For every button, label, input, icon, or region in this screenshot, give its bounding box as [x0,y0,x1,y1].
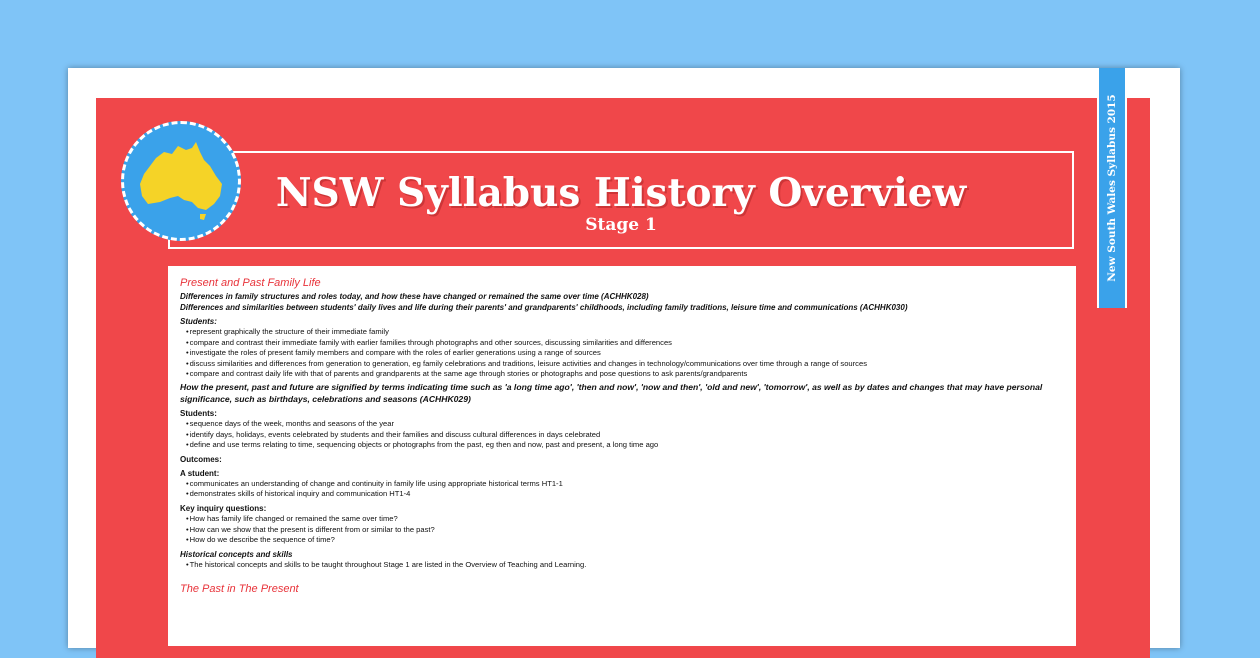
section-title: The Past in The Present [180,583,299,596]
students-label: Students: [180,408,217,418]
concepts-label: Historical concepts and skills [180,549,293,559]
title-banner [168,151,1074,249]
australia-badge [121,121,241,241]
list-item: • identify days, holidays, events celebrated by students and their families and discuss cultural differences in days celebrated [180,430,1074,441]
content-heading: Differences and similarities between students' daily lives and life during their parents' and grandparents' childhoods, including family traditions, leisure time and communications (ACHHK030) [180,303,908,312]
syllabus-content [168,266,1076,646]
list-item: • compare and contrast daily life with that of parents and grandparents at the same age through stories or photographs and pose questions to ask parents/grandparents [180,369,1074,380]
list-item: • represent graphically the structure of their immediate family [180,327,1074,338]
side-tab [1097,68,1127,308]
side-tab-label: New South Wales Syllabus 2015 [1106,94,1118,282]
list-item: • The historical concepts and skills to be taught throughout Stage 1 are listed in the Overview of Teaching and Learning. [180,560,1074,571]
section-title: Present and Past Family Life [180,277,321,289]
list-item: • sequence days of the week, months and seasons of the year [180,419,1074,430]
a-student-label: A student: [180,468,220,478]
list-item: • investigate the roles of present family members and compare with the roles of earlier generations using a range of sources [180,348,1074,359]
list-item: • How has family life changed or remained the same over time? [180,514,1074,525]
page-subtitle: Stage 1 [585,215,657,235]
content-heading: How the present, past and future are signified by terms indicating time such as 'a long time ago', 'then and now', 'now and then', 'old and new', 'tomorrow', as well as by dates and changes that may have personal significance, such as birthdays, celebrations and seasons (ACHHK029) [180,381,1043,404]
list-item: • define and use terms relating to time, sequencing objects or photographs from the past, eg then and now, past and present, a long time ago [180,440,1074,451]
list-item: • How do we describe the sequence of time? [180,535,1074,546]
list-item: • demonstrates skills of historical inquiry and communication HT1-4 [180,489,1074,500]
list-item: • How can we show that the present is different from or similar to the past? [180,525,1074,536]
students-label: Students: [180,317,217,326]
list-item: • compare and contrast their immediate family with earlier families through photographs and other sources, discussing similarities and differences [180,338,1074,349]
list-item: • communicates an understanding of change and continuity in family life using appropriate historical terms HT1-1 [180,479,1074,490]
outcomes-label: Outcomes: [180,454,222,464]
list-item: • discuss similarities and differences from generation to generation, eg family celebrations and traditions, leisure activities and changes in technology/communications over time through a range of sources [180,359,1074,370]
page-title: NSW Syllabus History Overview [275,170,967,216]
key-inquiry-label: Key inquiry questions: [180,503,267,513]
australia-map-icon [134,138,228,222]
content-heading: Differences in family structures and roles today, and how these have changed or remained the same over time (ACHHK028) [180,292,649,301]
